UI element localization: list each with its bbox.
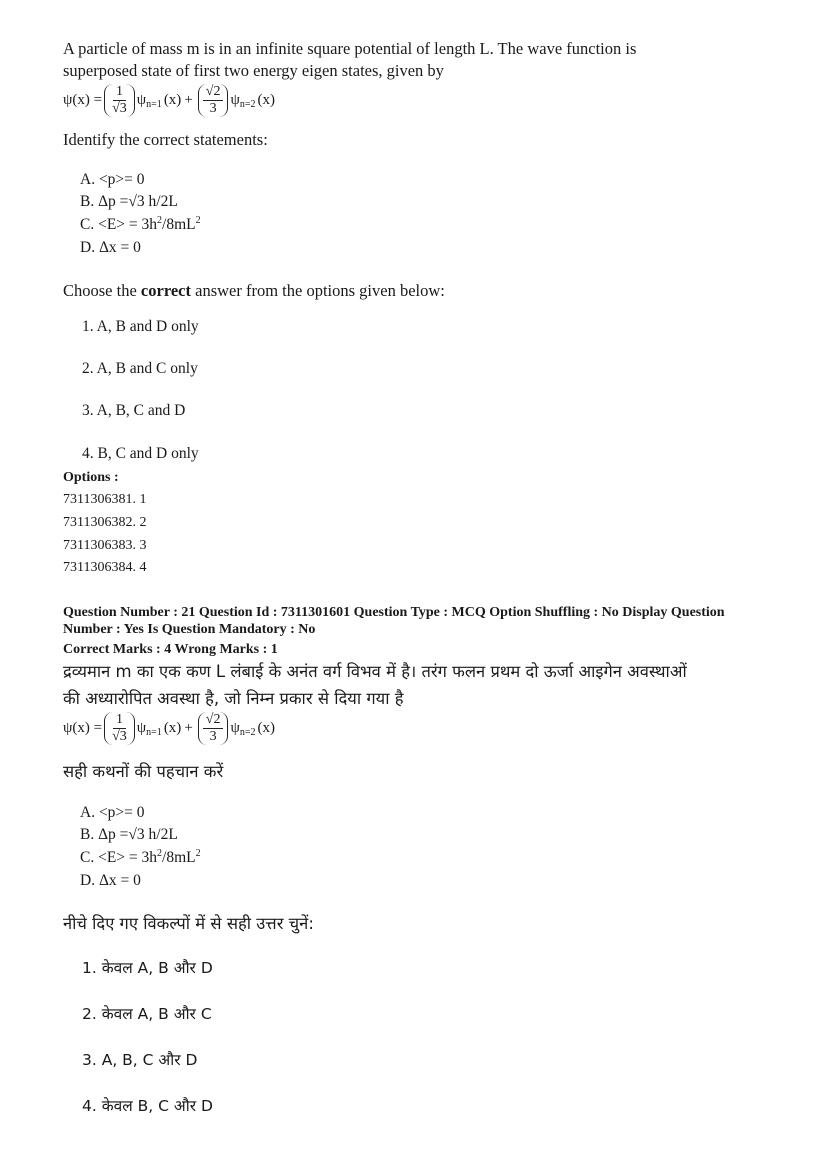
hindi-statement-a: A. <p>= 0 <box>80 804 145 821</box>
option-id-2: 7311306382. 2 <box>63 515 147 530</box>
hindi-formula-psi-2: ψ <box>230 720 240 736</box>
options-label: Options : <box>63 470 119 485</box>
option-id-1: 7311306381. 1 <box>63 492 147 507</box>
choose-prefix: Choose the <box>63 281 141 300</box>
formula-paren-2 <box>198 84 229 117</box>
statement-c-sup-2: 2 <box>195 215 201 226</box>
formula-paren-1 <box>104 84 135 117</box>
hindi-formula-plus: + <box>184 720 193 736</box>
hindi-formula-arg-2: (x) <box>257 720 275 736</box>
statement-a: A. <p>= 0 <box>80 171 145 188</box>
hindi-statement-c-main: C. <E> = 3h <box>80 849 158 867</box>
formula-arg-2: (x) <box>257 92 275 108</box>
formula-arg-1: (x) <box>163 92 182 108</box>
hindi-formula-sub-2: n=2 <box>239 727 256 738</box>
formula-den-2: 3 <box>209 101 217 116</box>
hindi-formula-den-2: 3 <box>209 729 217 744</box>
statement-c <box>80 215 201 234</box>
choose-instruction <box>63 280 445 301</box>
option-id-4: 7311306384. 4 <box>63 560 147 575</box>
question-text-line2: superposed state of first two energy eigen states, given by <box>63 61 444 80</box>
hindi-formula-fraction-1 <box>109 712 130 745</box>
hindi-statement-d: D. Δx = 0 <box>80 872 141 889</box>
question-meta-line2: Number : Yes Is Question Mandatory : No <box>63 622 316 637</box>
choose-suffix: answer from the options given below: <box>191 281 445 300</box>
hindi-answer-option-3: 3. A, B, C और D <box>82 1051 198 1069</box>
hindi-statement-c-suffix: /8mL <box>162 849 196 867</box>
hindi-formula-fraction-2 <box>203 712 224 745</box>
hindi-statement-c-sup-2: 2 <box>195 848 201 859</box>
hindi-statement-c-sup-1: 2 <box>157 848 163 859</box>
formula-lhs: ψ(x) = <box>63 92 103 108</box>
hindi-question-line1: द्रव्यमान m का एक कण L लंबाई के अनंत वर्ग विभव में है। तरंग फलन प्रथम दो ऊर्जा आइगेन अवस्थाओं <box>63 662 687 681</box>
identify-statements: Identify the correct statements: <box>63 130 268 149</box>
formula-den-1: √3 <box>112 101 127 116</box>
hindi-wave-function-formula <box>63 712 275 745</box>
statement-c-sup-1: 2 <box>157 215 163 226</box>
formula-fraction-2 <box>203 84 224 117</box>
hindi-question-line2: की अध्यारोपित अवस्था है, जो निम्न प्रकार से दिया गया है <box>63 689 404 708</box>
formula-psi-1: ψ <box>136 92 147 108</box>
hindi-formula-lhs: ψ(x) = <box>63 720 103 736</box>
answer-option-1: 1. A, B and D only <box>82 318 199 335</box>
formula-sub-1: n=1 <box>146 99 162 110</box>
hindi-formula-den-1: √3 <box>112 729 127 744</box>
question-marks: Correct Marks : 4 Wrong Marks : 1 <box>63 642 278 657</box>
statement-c-suffix: /8mL <box>162 216 196 234</box>
hindi-formula-sub-1: n=1 <box>146 727 162 738</box>
hindi-formula-num-2: √2 <box>203 712 224 729</box>
answer-option-3: 3. A, B, C and D <box>82 402 186 419</box>
choose-bold: correct <box>140 281 191 300</box>
answer-option-2: 2. A, B and C only <box>82 360 198 377</box>
hindi-answer-option-2: 2. केवल A, B और C <box>82 1005 212 1023</box>
hindi-formula-psi-1: ψ <box>136 720 147 736</box>
question-text-line1: A particle of mass m is in an infinite square potential of length L. The wave function is <box>63 39 637 58</box>
hindi-formula-num-1: 1 <box>113 712 126 729</box>
answer-option-4: 4. B, C and D only <box>82 445 199 462</box>
formula-psi-2: ψ <box>230 92 240 108</box>
formula-plus: + <box>184 92 193 108</box>
hindi-answer-option-1: 1. केवल A, B और D <box>82 959 213 977</box>
statement-b: B. Δp =√3 h/2L <box>80 193 178 210</box>
hindi-formula-paren-1 <box>104 712 135 745</box>
hindi-answer-option-4: 4. केवल B, C और D <box>82 1097 213 1115</box>
formula-num-1: 1 <box>113 84 126 101</box>
formula-num-2: √2 <box>203 84 224 101</box>
hindi-statement-b: B. Δp =√3 h/2L <box>80 826 178 843</box>
formula-fraction-1 <box>109 84 130 117</box>
hindi-identify-statements: सही कथनों की पहचान करें <box>63 762 224 781</box>
formula-sub-2: n=2 <box>239 99 256 110</box>
statement-c-main: C. <E> = 3h <box>80 216 158 234</box>
hindi-formula-arg-1: (x) <box>163 720 182 736</box>
hindi-formula-paren-2 <box>198 712 229 745</box>
question-meta-line1: Question Number : 21 Question Id : 7311301601 Question Type : MCQ Option Shuffling : No Display Question <box>63 605 725 620</box>
option-id-3: 7311306383. 3 <box>63 538 147 553</box>
statement-d: D. Δx = 0 <box>80 239 141 256</box>
hindi-choose-instruction: नीचे दिए गए विकल्पों में से सही उत्तर चुनें: <box>63 914 314 933</box>
wave-function-formula <box>63 84 275 117</box>
hindi-statement-c <box>80 848 201 867</box>
